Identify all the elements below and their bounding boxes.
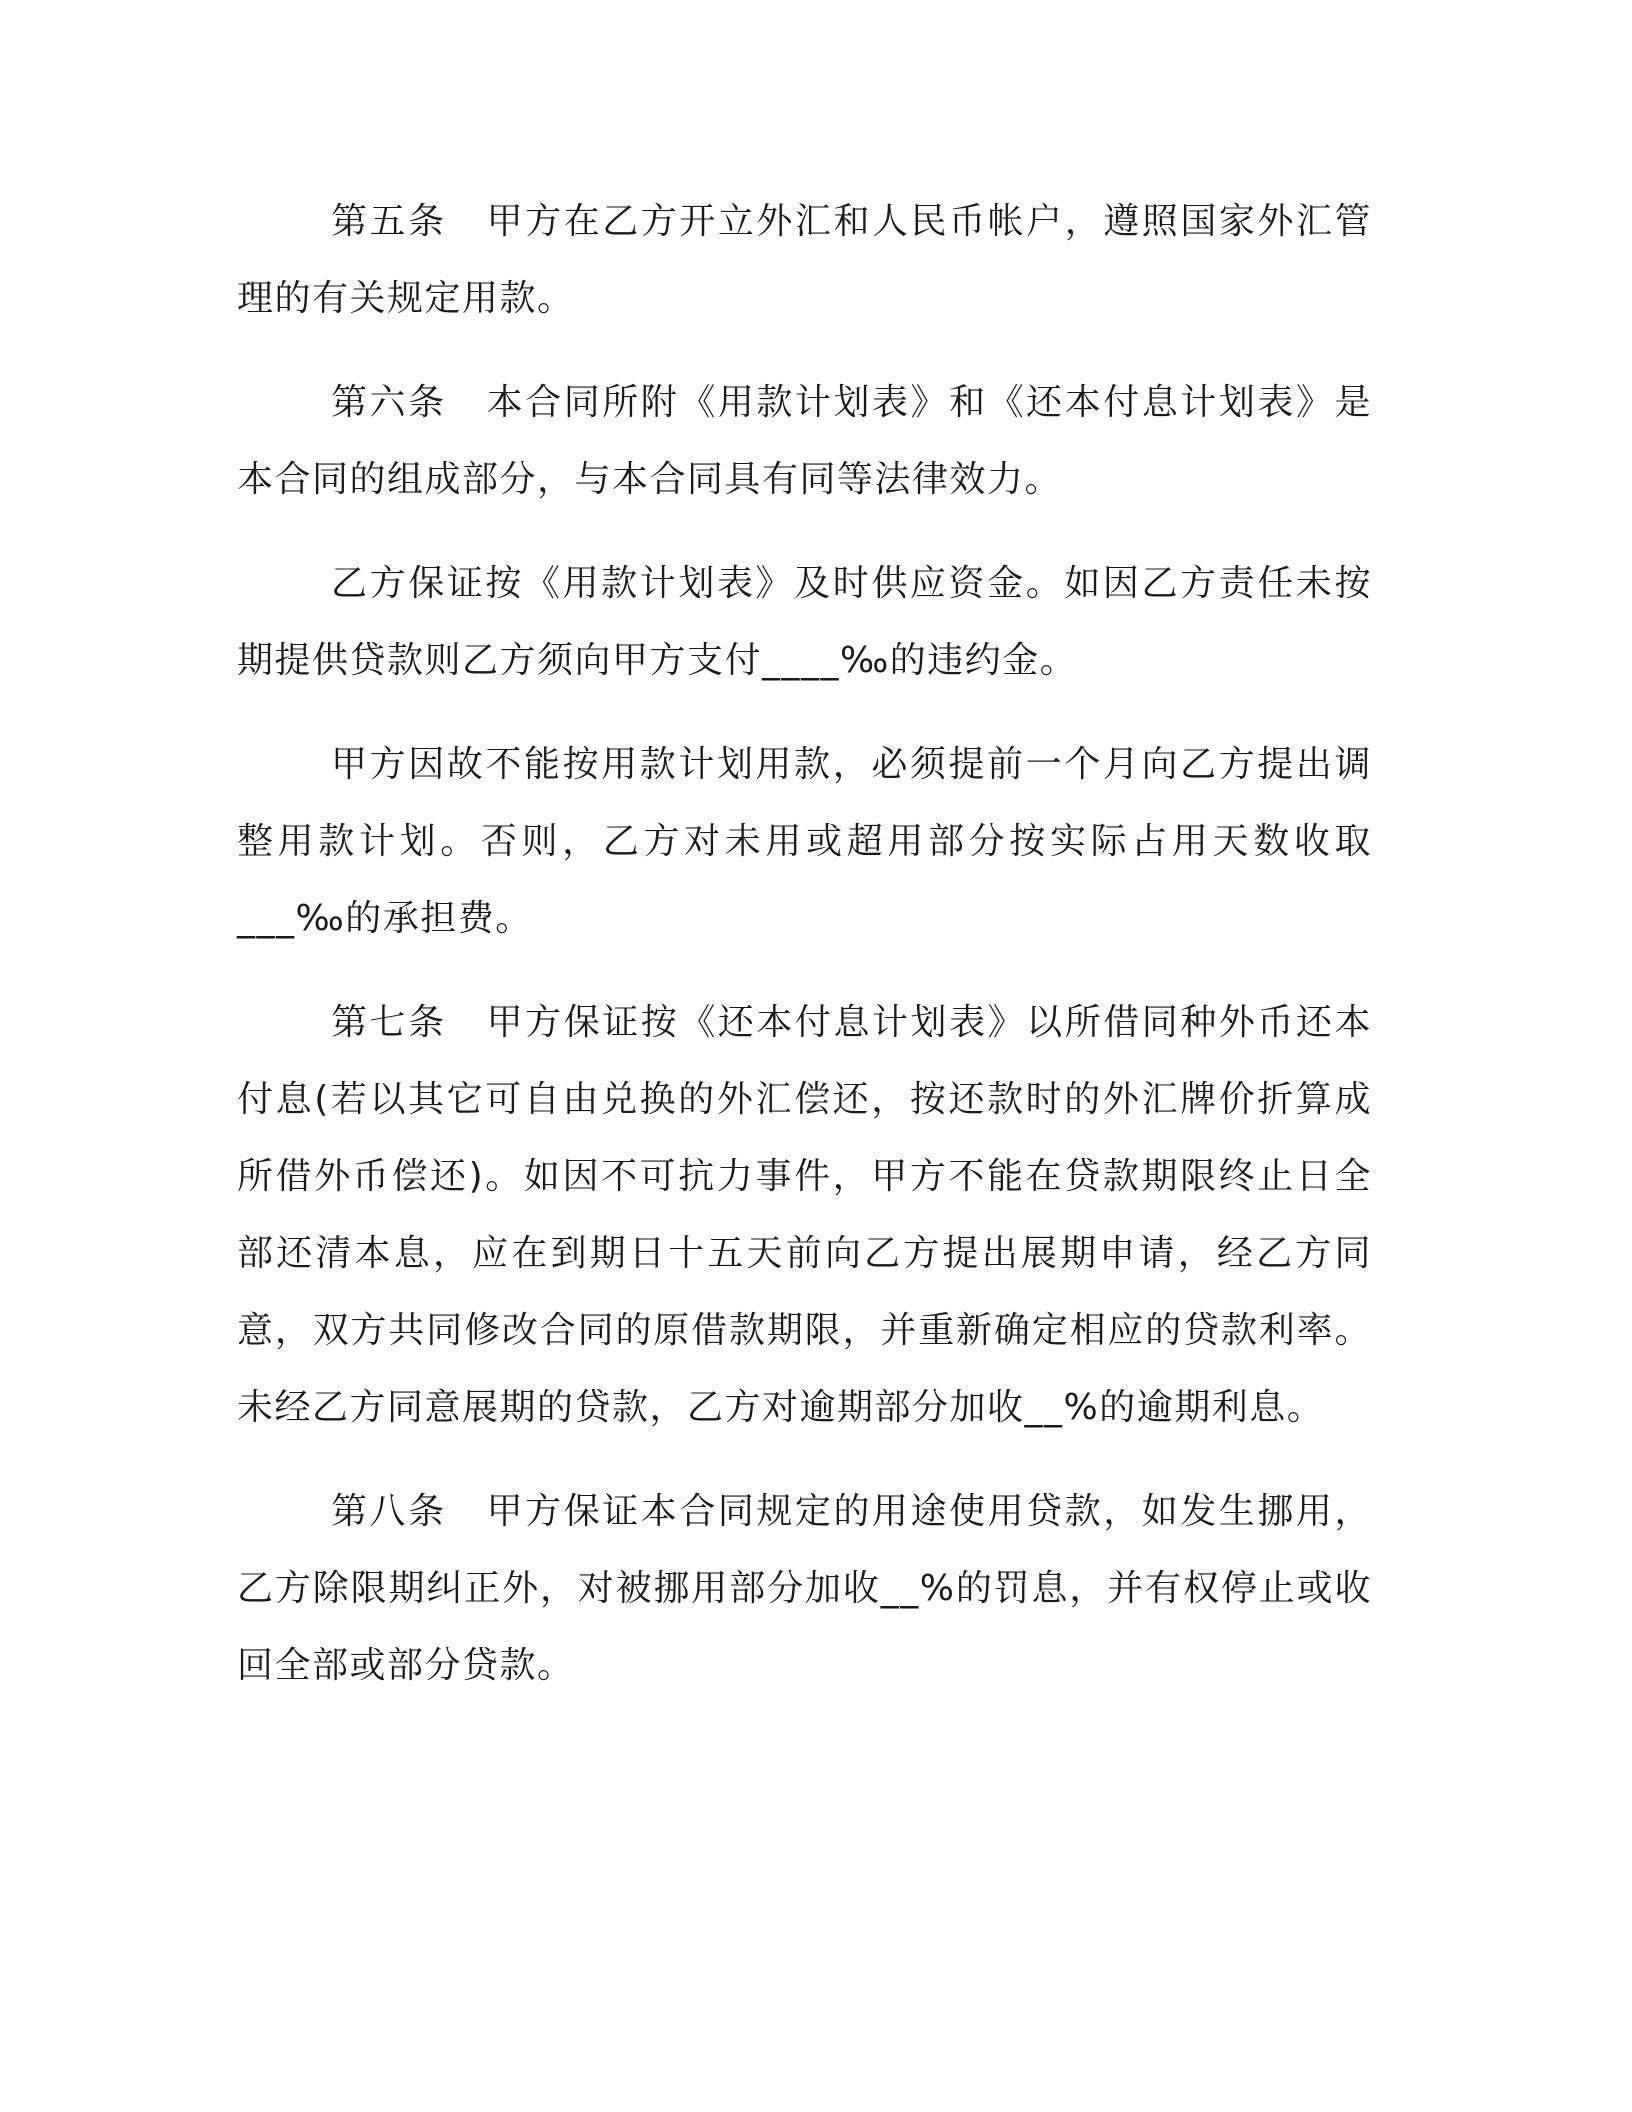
paragraph-plan-adjustment [237,726,1372,957]
article-number: 第六条 [331,382,447,423]
paragraph-funding-guarantee [237,545,1372,699]
paragraph-text: 乙方保证按《用款计划表》及时供应资金。如因乙方责任未按期提供贷款则乙方须向甲方支付____‰的违约金。 [237,563,1372,681]
paragraph-text: 甲方在乙方开立外汇和人民币帐户，遵照国家外汇管理的有关规定用款。 [237,201,1372,319]
paragraph-article-8 [237,1473,1372,1704]
paragraph-text: 甲方因故不能按用款计划用款，必须提前一个月向乙方提出调整用款计划。否则，乙方对未用或超用部分按实际占用天数收取___‰的承担费。 [237,744,1372,939]
article-number: 第七条 [331,1002,447,1043]
article-number: 第五条 [331,201,447,242]
document-body [237,183,1372,1731]
paragraph-article-7 [237,984,1372,1446]
paragraph-article-6 [237,364,1372,518]
article-number: 第八条 [331,1491,447,1532]
paragraph-text: 甲方保证按《还本付息计划表》以所借同种外币还本付息(若以其它可自由兑换的外汇偿还，按还款时的外汇牌价折算成所借外币偿还)。如因不可抗力事件，甲方不能在贷款期限终止日全部还清本息，应在到期日十五天前向乙方提出展期申请，经乙方同意，双方共同修改合同的原借款期限，并重新确定相应的贷款利率。未经乙方同意展期的贷款，乙方对逾期部分加收__%的逾期利息。 [237,1002,1372,1428]
paragraph-text: 本合同所附《用款计划表》和《还本付息计划表》是本合同的组成部分，与本合同具有同等法律效力。 [237,382,1372,500]
paragraph-article-5 [237,183,1372,337]
paragraph-text: 甲方保证本合同规定的用途使用贷款，如发生挪用，乙方除限期纠正外，对被挪用部分加收__%的罚息，并有权停止或收回全部或部分贷款。 [237,1491,1372,1686]
